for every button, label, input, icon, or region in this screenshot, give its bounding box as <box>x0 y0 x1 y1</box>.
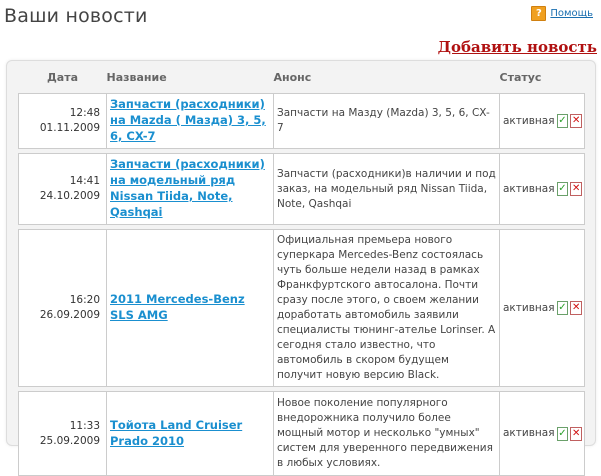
news-title-link[interactable]: Запчасти (расходники) на модельный ряд Nissan Tiida, Note, Qashqai <box>110 157 265 219</box>
row-anons: Запчасти (расходники)в наличии и под заказ, на модельный ряд Nissan Tiida, Note, Qashqai <box>274 154 500 225</box>
row-time: 16:20 <box>69 294 100 306</box>
table-row <box>19 392 585 476</box>
row-status-cell <box>500 392 585 476</box>
news-title-link[interactable]: 2011 Mercedes-Benz SLS AMG <box>110 292 245 322</box>
row-time: 11:33 <box>69 419 100 432</box>
row-date-cell <box>19 230 107 387</box>
row-time: 12:48 <box>69 107 100 119</box>
news-table <box>18 65 585 476</box>
check-icon[interactable]: ✓ <box>558 115 567 126</box>
column-header-status: Статус <box>499 70 542 84</box>
help-icon[interactable]: ? <box>531 6 546 21</box>
column-header-anons: Анонс <box>273 70 312 84</box>
status-text: активная <box>503 427 555 439</box>
table-header <box>19 65 585 89</box>
close-icon[interactable]: ✕ <box>571 115 581 126</box>
help-link[interactable]: Помощь <box>550 8 593 19</box>
row-anons: Запчасти на Мазду (Mazda) 3, 5, 6, CX-7 <box>274 94 500 149</box>
row-date-cell <box>19 154 107 225</box>
row-status-cell <box>500 154 585 225</box>
row-title-cell <box>107 392 274 476</box>
news-title-link[interactable]: Тойота Land Cruiser Prado 2010 <box>110 417 243 448</box>
status-text: активная <box>503 301 555 314</box>
row-status-cell <box>500 94 585 149</box>
check-icon[interactable]: ✓ <box>558 183 567 194</box>
news-panel <box>6 60 596 469</box>
column-header-title: Название <box>106 70 167 84</box>
row-status-cell <box>500 230 585 387</box>
check-icon[interactable]: ✓ <box>558 427 567 439</box>
row-date: 26.09.2009 <box>39 309 100 321</box>
table-row <box>19 94 585 149</box>
page-title: Ваши новости <box>4 5 148 27</box>
row-date: 24.10.2009 <box>39 190 100 202</box>
add-news-link[interactable]: Добавить новость <box>437 38 597 56</box>
table-row <box>19 230 585 387</box>
news-title-link[interactable]: Запчасти (расходники) на Mazda ( Мазда) 3, 5, 6, CX-7 <box>110 97 266 143</box>
row-anons: Новое поколение популярного внедорожника получило более мощный мотор и несколько "умных" систем для уверенного передвижения в любых условиях. <box>274 392 500 476</box>
status-text: активная <box>503 182 555 195</box>
check-icon[interactable]: ✓ <box>558 302 567 313</box>
status-text: активная <box>503 114 555 127</box>
row-anons: Официальная премьера нового суперкара Mercedes-Benz состоялась чуть больше недели назад в рамках Франкфуртского автосалона. Почти сразу после этого, о своем желании доработать автомобиль заявили специалисты тюнинг-ателье Lorinser. А сегодня стало известно, что автомобиль в скором будущем получит новую версию Black. <box>274 230 500 387</box>
close-icon[interactable]: ✕ <box>571 302 581 313</box>
table-row <box>19 154 585 225</box>
row-time: 14:41 <box>69 175 100 187</box>
help[interactable] <box>531 6 593 21</box>
row-date-cell <box>19 392 107 476</box>
row-title-cell <box>107 94 274 149</box>
row-date: 25.09.2009 <box>39 434 100 447</box>
close-icon[interactable]: ✕ <box>571 427 581 439</box>
row-title-cell <box>107 154 274 225</box>
row-date-cell <box>19 94 107 149</box>
row-date: 01.11.2009 <box>39 122 100 134</box>
close-icon[interactable]: ✕ <box>571 183 581 194</box>
row-title-cell <box>107 230 274 387</box>
column-header-date: Дата <box>46 70 79 84</box>
